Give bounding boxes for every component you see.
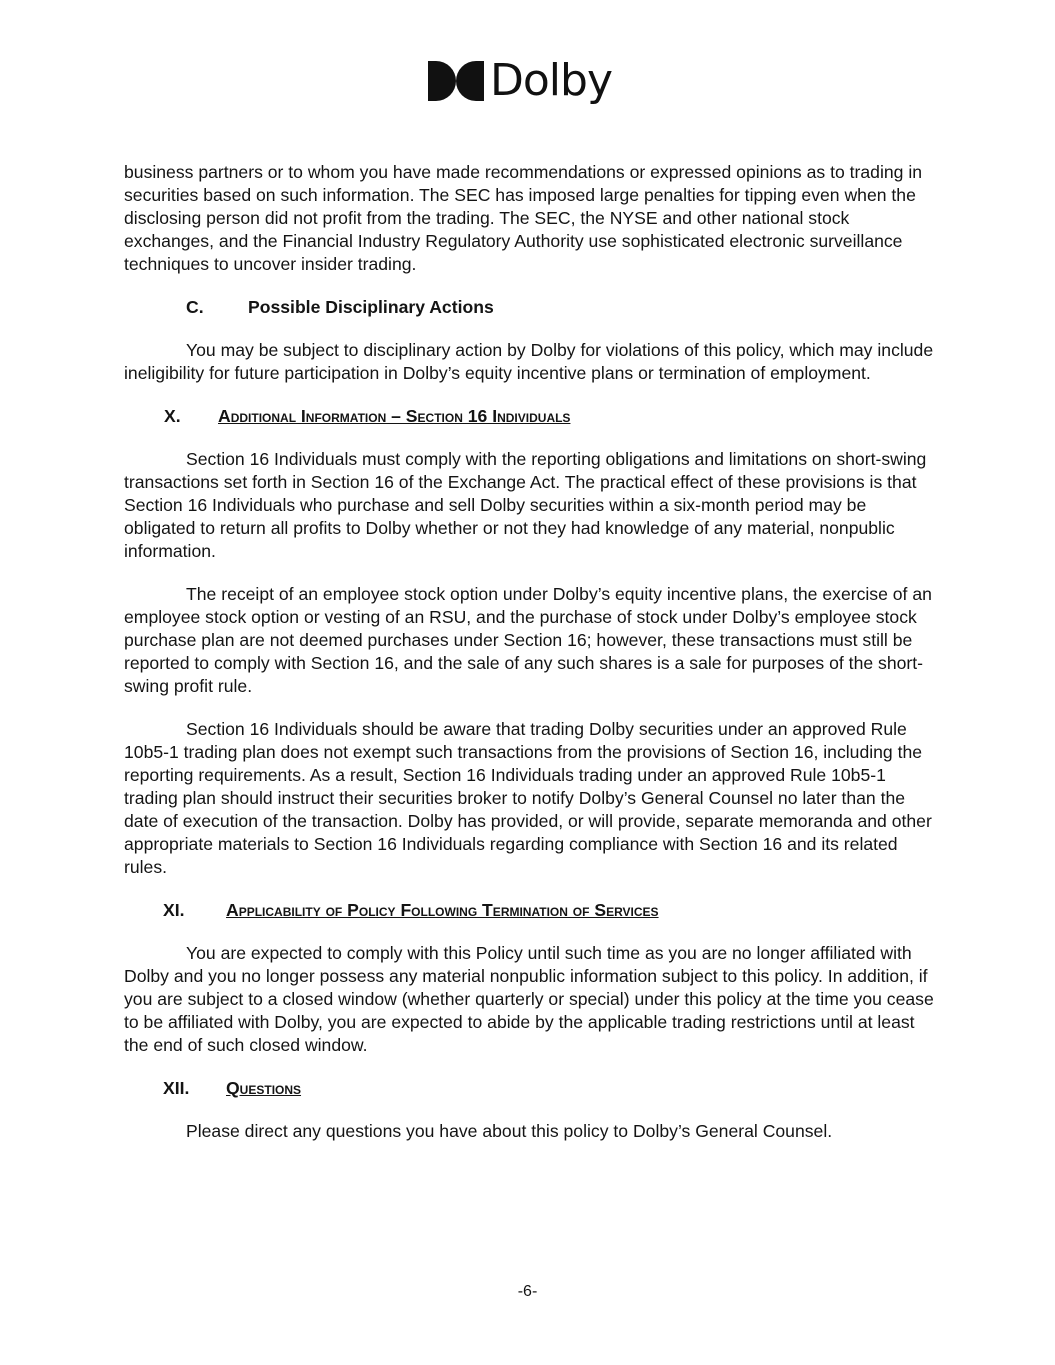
- paragraph: business partners or to whom you have made recommendations or expressed opinions as to trading in securities based on such information. The SEC has imposed large penalties for tipping even when the disclosing person did not profit from the trading. The SEC, the NYSE and other national stock exchanges, and the Financial Industry Regulatory Authority use sophisticated electronic surveillance techniques to uncover insider trading.: [124, 162, 923, 274]
- paragraph: You may be subject to disciplinary action by Dolby for violations of this policy, which may include ineligibility for future participation in Dolby’s equity incentive plans or termination of employment.: [124, 340, 934, 383]
- section-title: Applicability of Policy Following Termination of Services: [226, 900, 659, 920]
- paragraph: Section 16 Individuals should be aware that trading Dolby securities under an approved Rule 10b5-1 trading plan does not exempt such transactions from the provisions of Section 16, including the reporting requirements. As a result, Section 16 Individuals trading under an approved Rule 10b5-1 trading plan should instruct their securities broker to notify Dolby’s General Counsel no later than the date of execution of the transaction. Dolby has provided, or will provide, separate memoranda and other appropriate materials to Section 16 Individuals regarding compliance with Section 16 and its related rules.: [124, 719, 932, 877]
- section-number: X.: [164, 406, 181, 426]
- section-heading-xii: [124, 1077, 936, 1100]
- section-heading-c: [124, 296, 936, 319]
- paragraph: The receipt of an employee stock option under Dolby’s equity incentive plans, the exercise of an employee stock option or vesting of an RSU, and the purchase of stock under Dolby’s employee stock purchase plan are not deemed purchases under Section 16; however, these transactions must still be reported to comply with Section 16, and the sale of any such shares is a sale for purposes of the short-swing profit rule.: [124, 584, 932, 696]
- page-number: -6-: [517, 1283, 538, 1300]
- logo-text: Dolby: [490, 55, 612, 106]
- paragraph: Please direct any questions you have about this policy to Dolby’s General Counsel.: [186, 1121, 833, 1141]
- section-title: Possible Disciplinary Actions: [248, 297, 494, 317]
- section-title: Questions: [226, 1078, 302, 1098]
- document-body: [124, 161, 936, 1163]
- section-heading-xi: [124, 899, 936, 922]
- section-heading-x: [124, 405, 936, 428]
- dolby-double-d-icon: [428, 61, 484, 101]
- section-number: XI.: [163, 900, 185, 920]
- section-number: XII.: [163, 1078, 190, 1098]
- paragraph: Section 16 Individuals must comply with the reporting obligations and limitations on short-swing transactions set forth in Section 16 of the Exchange Act. The practical effect of these provisions is that Section 16 Individuals who purchase and sell Dolby securities within a six-month period may be obligated to return all profits to Dolby whether or not they had knowledge of any material, nonpublic information.: [124, 449, 927, 561]
- dolby-logo: [428, 55, 612, 106]
- section-number: C.: [186, 297, 204, 317]
- section-title: Additional Information – Section 16 Individuals: [218, 406, 571, 426]
- paragraph: You are expected to comply with this Policy until such time as you are no longer affiliated with Dolby and you no longer possess any material nonpublic information subject to this policy. In addition, if you are subject to a closed window (whether quarterly or special) under this policy at the time you cease to be affiliated with Dolby, you are expected to abide by the applicable trading restrictions until at least the end of such closed window.: [124, 943, 934, 1055]
